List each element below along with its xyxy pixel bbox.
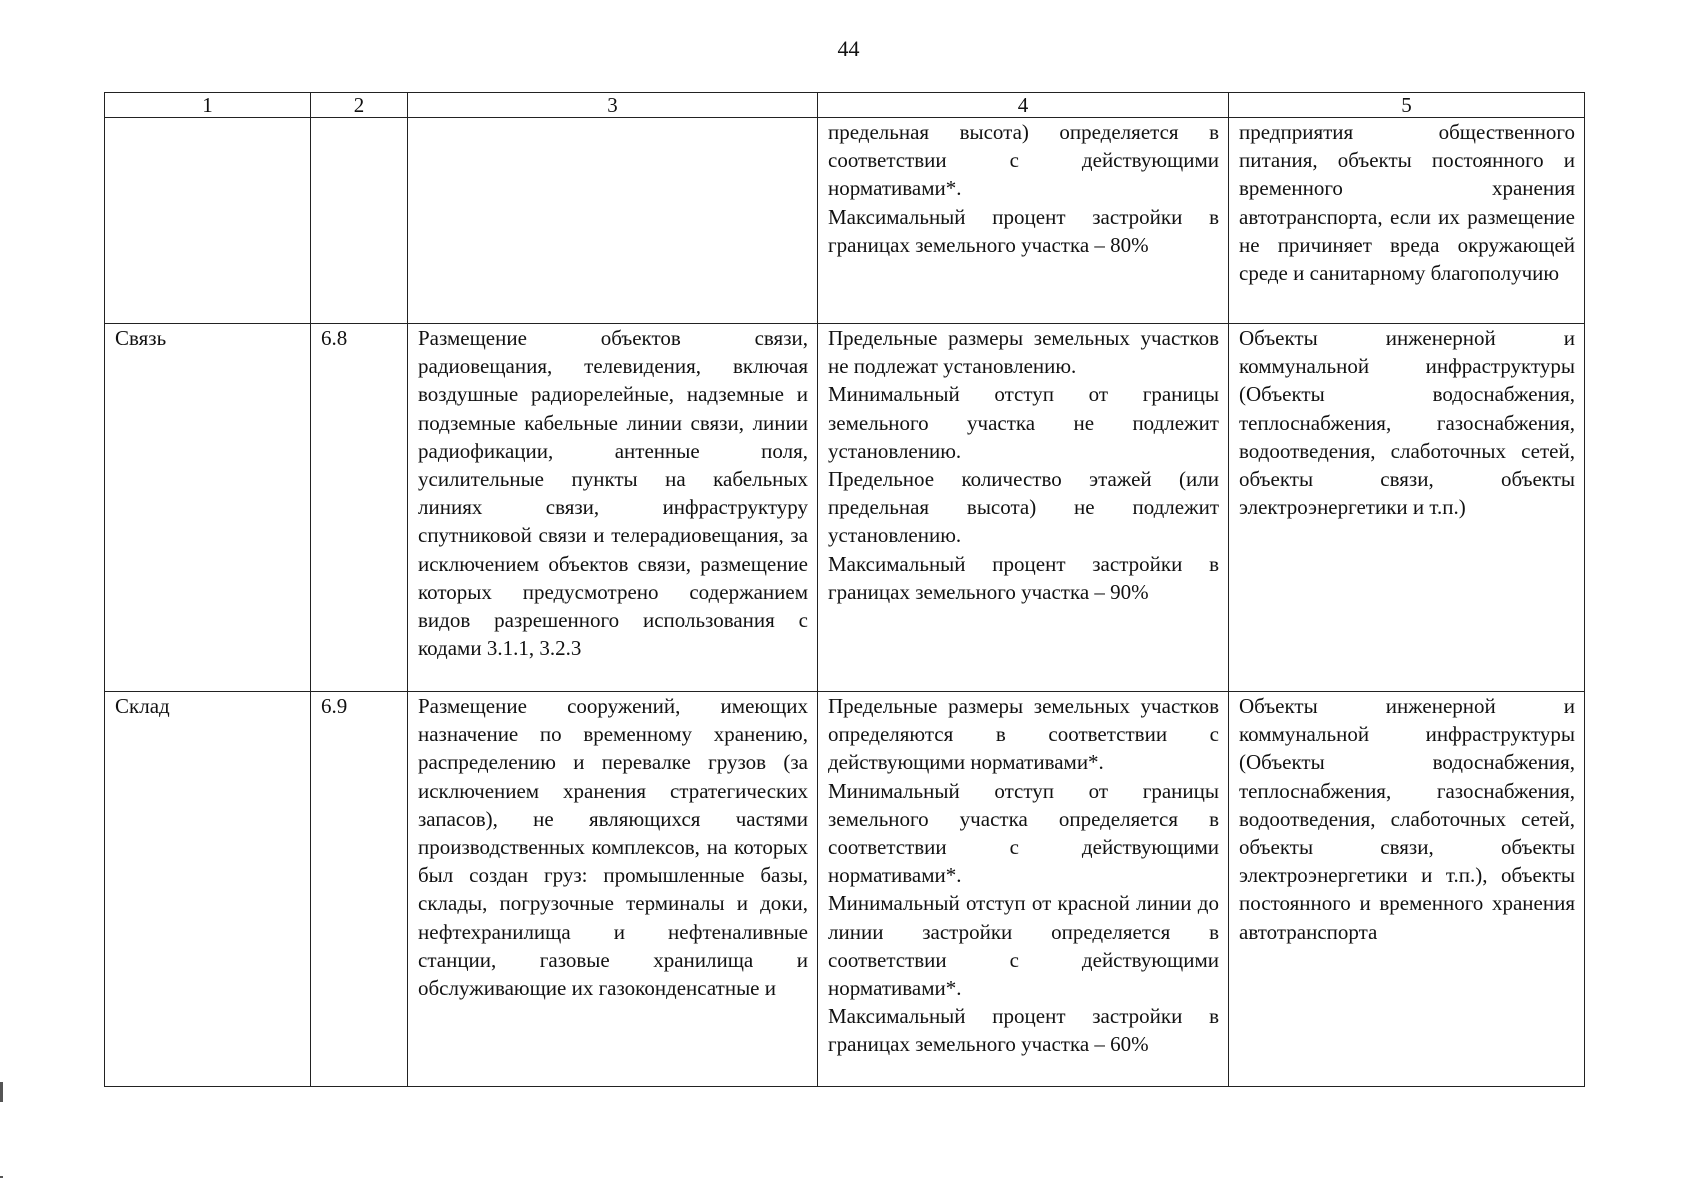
scan-margin-mark — [0, 1082, 3, 1102]
parameters-cell: Предельные размеры земельных участков не подлежат установлению. Минимальный отступ от границы земельного участка не подлежит установлению. Предельное количество этажей (или предельная высота) не подлежит установлению. Максимальный процент застройки в границах земельного участка – 90% — [818, 324, 1229, 692]
auxiliary-uses-cell: предприятия общественного питания, объекты постоянного и временного хранения автотранспорта, если их размещение не причиняет вреда окружающей среде и санитарному благополучию — [1229, 118, 1585, 324]
column-header: 3 — [408, 93, 818, 118]
table-row — [105, 324, 1585, 692]
column-header: 5 — [1229, 93, 1585, 118]
scan-margin-mark — [0, 1176, 3, 1178]
use-description-cell — [408, 118, 818, 324]
use-type-name-cell: Связь — [105, 324, 311, 692]
parameters-cell: Предельные размеры земельных участков определяются в соответствии с действующими нормативами*. Минимальный отступ от границы земельного участка определяется в соответствии с действующими нормативами*. Минимальный отступ от красной линии до линии застройки определяется в соответствии с действующими нормативами*. Максимальный процент застройки в границах земельного участка – 60% — [818, 692, 1229, 1087]
table-header-row — [105, 93, 1585, 118]
use-type-code-cell: 6.9 — [311, 692, 408, 1087]
column-header: 4 — [818, 93, 1229, 118]
use-type-code-cell: 6.8 — [311, 324, 408, 692]
parameters-cell: предельная высота) определяется в соответствии с действующими нормативами*. Максимальный процент застройки в границах земельного участка – 80% — [818, 118, 1229, 324]
use-type-code-cell — [311, 118, 408, 324]
zoning-regulations-table — [104, 92, 1585, 1087]
use-type-name-cell — [105, 118, 311, 324]
column-header: 2 — [311, 93, 408, 118]
column-header: 1 — [105, 93, 311, 118]
auxiliary-uses-cell: Объекты инженерной и коммунальной инфраструктуры (Объекты водоснабжения, теплоснабжения, газоснабжения, водоотведения, слаботочных сетей, объекты связи, объекты электроэнергетики и т.п.), объекты постоянного и временного хранения автотранспорта — [1229, 692, 1585, 1087]
use-description-cell: Размещение сооружений, имеющих назначение по временному хранению, распределению и перевалке грузов (за исключением хранения стратегических запасов), не являющихся частями производственных комплексов, на которых был создан груз: промышленные базы, склады, погрузочные терминалы и доки, нефтехранилища и нефтеналивные станции, газовые хранилища и обслуживающие их газоконденсатные и — [408, 692, 818, 1087]
table-row — [105, 118, 1585, 324]
auxiliary-uses-cell: Объекты инженерной и коммунальной инфраструктуры (Объекты водоснабжения, теплоснабжения, газоснабжения, водоотведения, слаботочных сетей, объекты связи, объекты электроэнергетики и т.п.) — [1229, 324, 1585, 692]
page-number: 44 — [837, 36, 860, 61]
table-row — [105, 692, 1585, 1087]
use-description-cell: Размещение объектов связи, радиовещания, телевидения, включая воздушные радиорелейные, надземные и подземные кабельные линии связи, линии радиофикации, антенные поля, усилительные пункты на кабельных линиях связи, инфраструктуру спутниковой связи и телерадиовещания, за исключением объектов связи, размещение которых предусмотрено содержанием видов разрешенного использования с кодами 3.1.1, 3.2.3 — [408, 324, 818, 692]
use-type-name-cell: Склад — [105, 692, 311, 1087]
